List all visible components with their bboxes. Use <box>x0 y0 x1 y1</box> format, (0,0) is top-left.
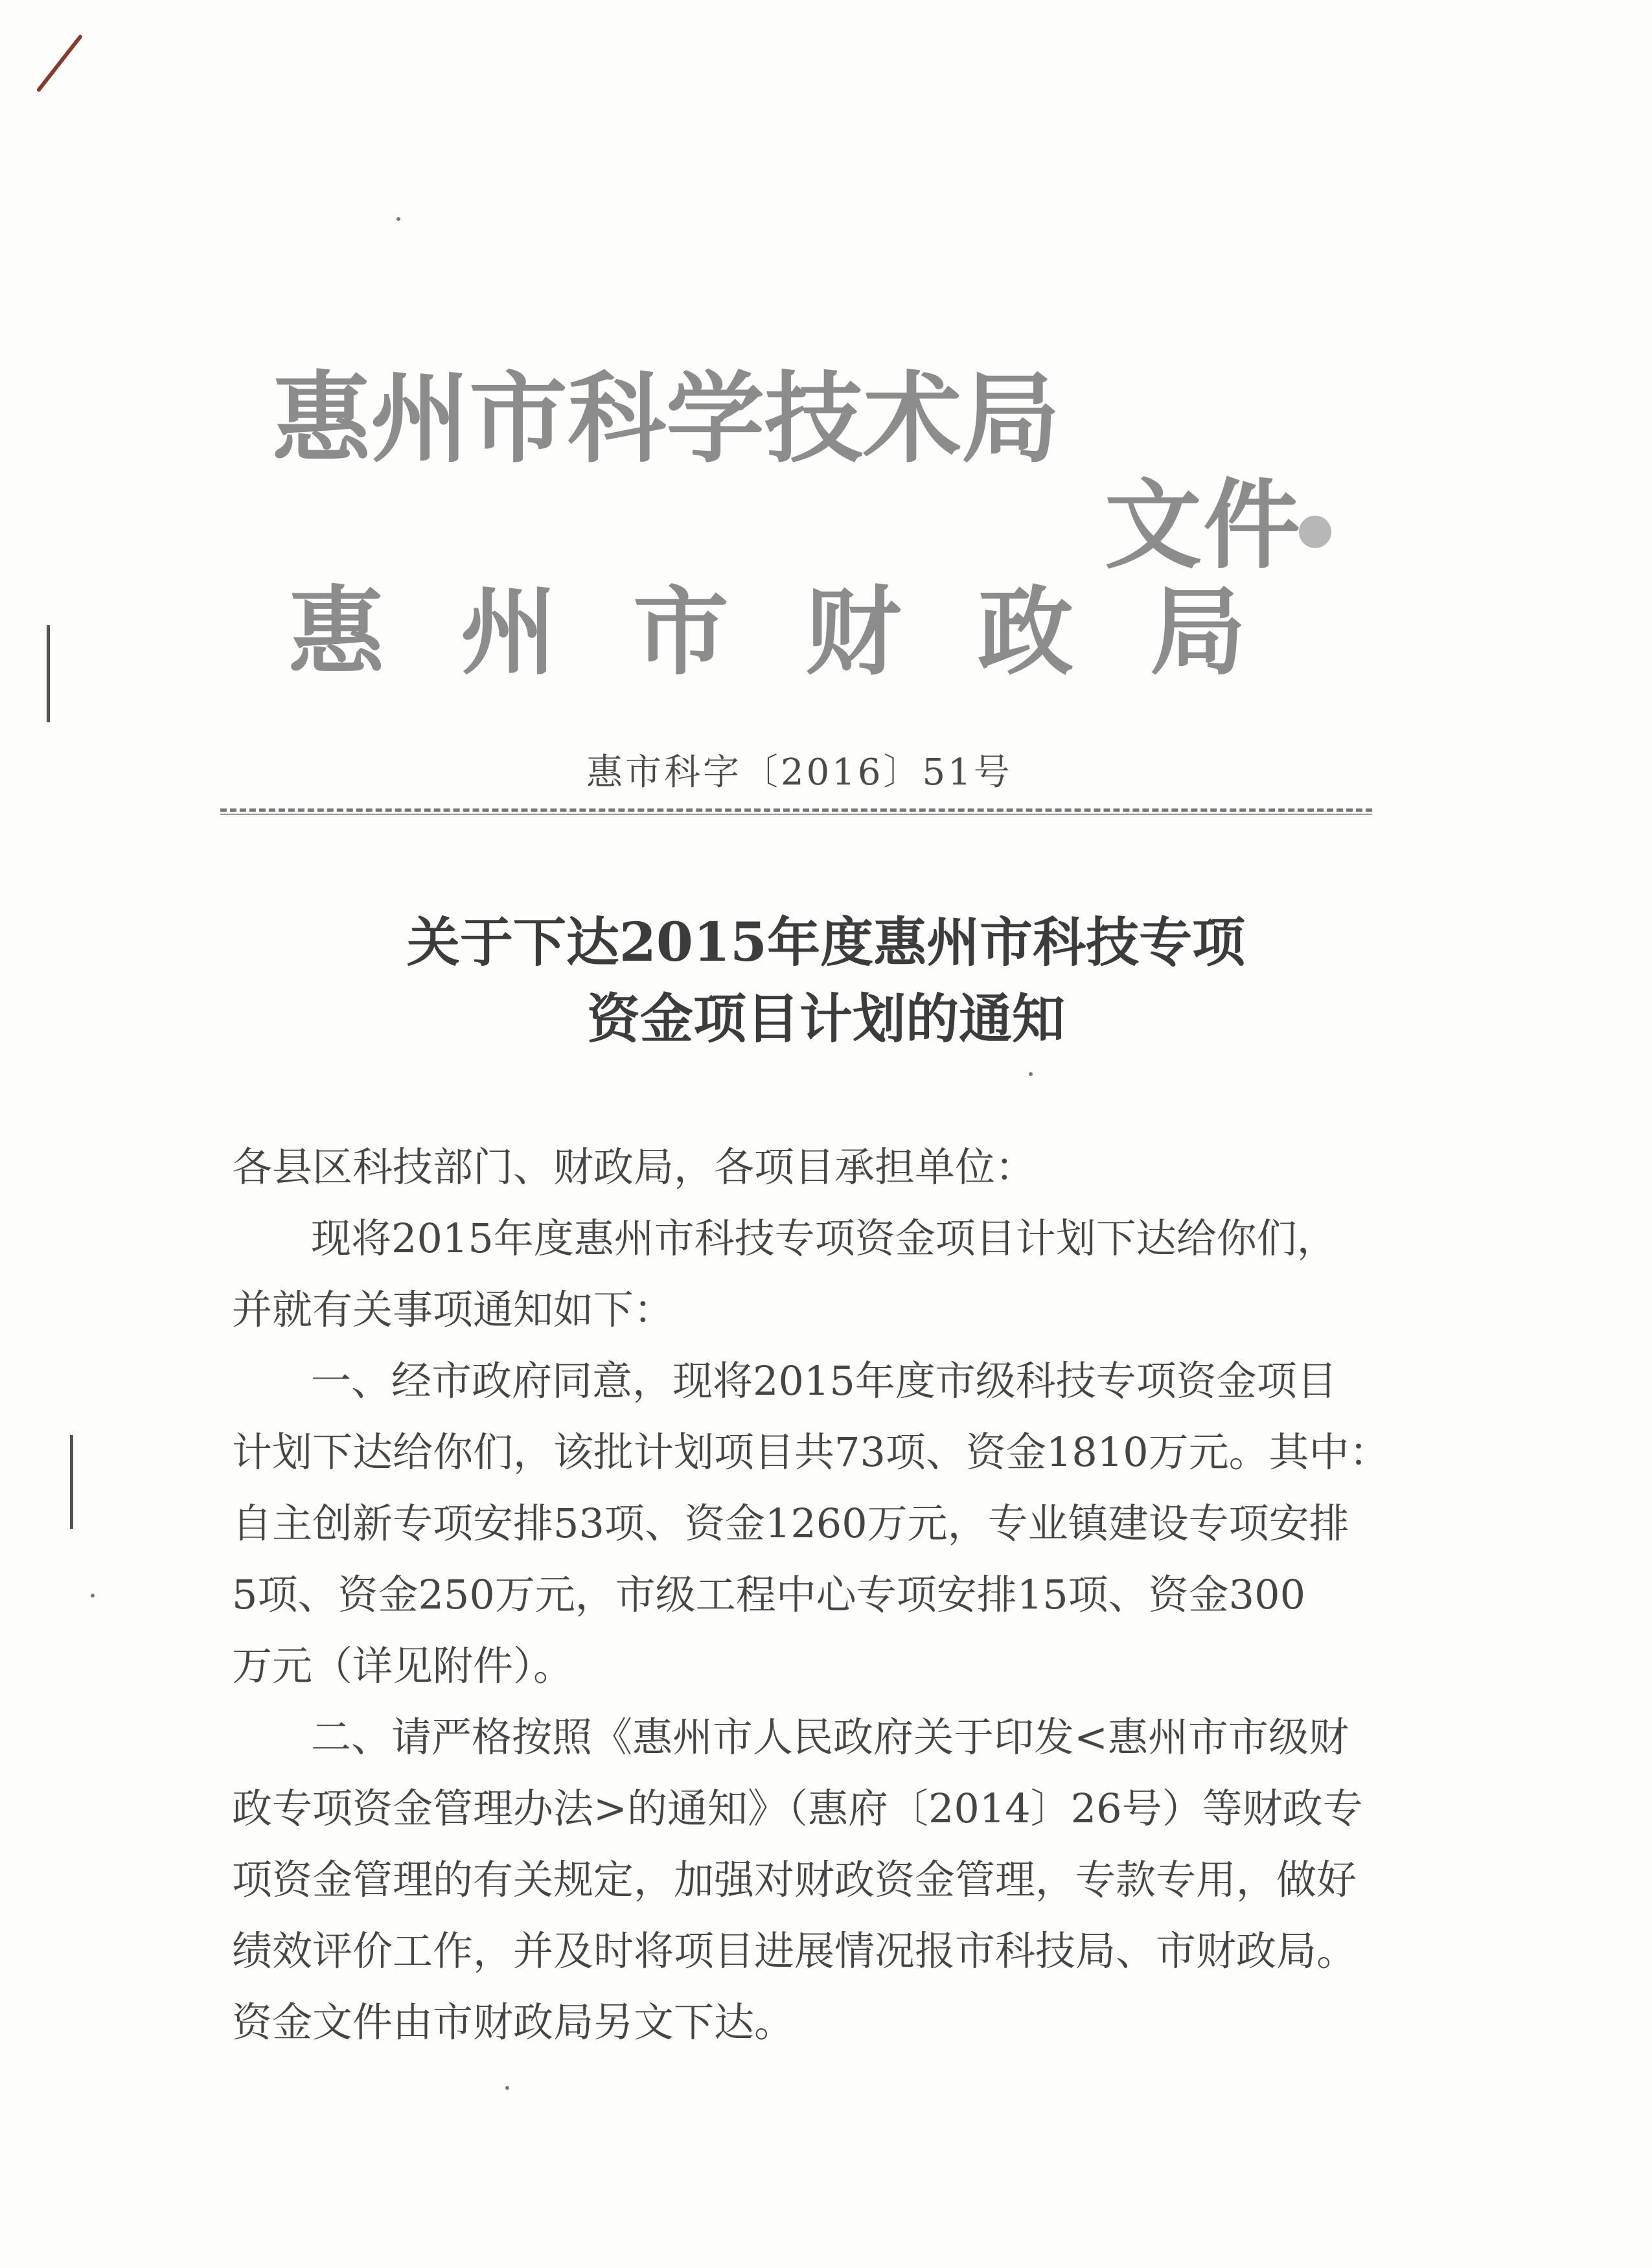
body-line: 政专项资金管理办法>的通知》（惠府〔2014〕26号）等财政专 <box>232 1785 1363 1832</box>
body-line: 计划下达给你们，该批计划项目共73项、资金1810万元。其中： <box>232 1428 1390 1476</box>
body-line: 自主创新专项安排53项、资金1260万元，专业镇建设专项安排 <box>232 1500 1349 1547</box>
scan-line-mark-2 <box>70 1435 73 1529</box>
header-divider <box>220 808 1372 812</box>
body-line: 绩效评价工作，并及时将项目进展情况报市科技局、市财政局。 <box>232 1927 1357 1975</box>
body-line: 二、请严格按照《惠州市人民政府关于印发<惠州市市级财 <box>311 1713 1349 1761</box>
header-divider-underline <box>220 814 1372 815</box>
salutation: 各县区科技部门、财政局，各项目承担单位： <box>232 1143 1036 1191</box>
stamp-dot-mark <box>1299 516 1331 548</box>
document-type-label: 文件 <box>1105 470 1302 582</box>
scan-line-mark-1 <box>47 625 50 722</box>
scan-dot-4 <box>1029 1072 1033 1076</box>
document-title-line-1: 关于下达2015年度惠州市科技专项 <box>406 911 1246 974</box>
issuing-org-2: 惠州市财政局 <box>288 577 1322 688</box>
body-line: 一、经市政府同意，现将2015年度市级科技专项资金项目 <box>311 1357 1337 1404</box>
body-line: 项资金管理的有关规定，加强对财政资金管理，专款专用，做好 <box>232 1856 1357 1903</box>
document-title-line-2: 资金项目计划的通知 <box>586 988 1065 1050</box>
document-number: 惠市科字〔2016〕51号 <box>586 751 1013 794</box>
body-line: 资金文件由市财政局另文下达。 <box>232 1999 795 2046</box>
body-line: 5项、资金250万元，市级工程中心专项安排15项、资金300 <box>232 1571 1306 1618</box>
body-line: 并就有关事项通知如下： <box>232 1286 674 1333</box>
issuing-org-1: 惠州市科学技术局 <box>272 361 1060 476</box>
scan-dot-2 <box>91 1594 95 1598</box>
body-line: 万元（详见附件）。 <box>232 1642 574 1690</box>
body-line: 现将2015年度惠州市科技专项资金项目计划下达给你们， <box>311 1215 1337 1262</box>
pen-stroke-mark <box>36 34 83 92</box>
scan-dot-1 <box>396 217 400 221</box>
scan-dot-3 <box>505 2086 509 2090</box>
